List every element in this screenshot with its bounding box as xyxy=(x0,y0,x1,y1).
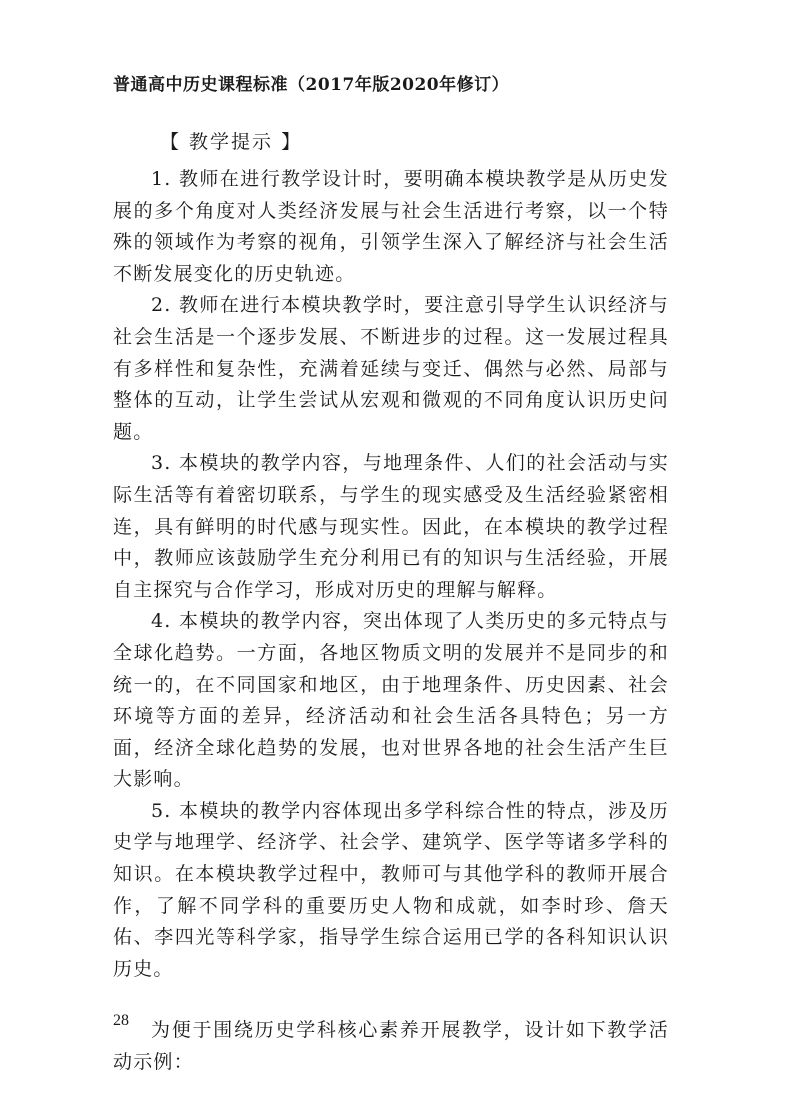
paragraph-3: 3. 本模块的教学内容，与地理条件、人们的社会活动与实际生活等有着密切联系，与学生的现实感受及生活经验紧密相连，具有鲜明的时代感与现实性。因此，在本模块的教学过程中，教师应该鼓励学生充分利用已有的知识与生活经验，开展自主探究与合作学习，形成对历史的理解与解释。 xyxy=(113,452,669,601)
section-heading: 【 教学提示 】 xyxy=(160,131,303,153)
closing-paragraph: 为便于围绕历史学科核心素养开展教学，设计如下教学活动示例： xyxy=(113,1019,669,1074)
paragraph-4: 4. 本模块的教学内容，突出体现了人类历史的多元特点与全球化趋势。一方面，各地区物质文明的发展并不是同步的和统一的，在不同国家和地区，由于地理条件、历史因素、社会环境等方面的差异，经济活动和社会生活各具特色；另一方面，经济全球化趋势的发展，也对世界各地的社会生活产生巨大影响。 xyxy=(113,610,669,791)
paragraph-2: 2. 教师在进行本模块教学时，要注意引导学生认识经济与社会生活是一个逐步发展、不断进步的过程。这一发展过程具有多样性和复杂性，充满着延续与变迁、偶然与必然、局部与整体的互动，让学生尝试从宏观和微观的不同角度认识历史问题。 xyxy=(113,294,669,443)
body-text xyxy=(113,164,669,1079)
running-header: 普通高中历史课程标准（2017年版2020年修订） xyxy=(113,75,510,95)
paragraph-5: 5. 本模块的教学内容体现出多学科综合性的特点，涉及历史学与地理学、经济学、社会学、建筑学、医学等诸多学科的知识。在本模块教学过程中，教师可与其他学科的教师开展合作，了解不同学科的重要历史人物和成就，如李时珍、詹天佑、李四光等科学家，指导学生综合运用已学的各科知识认识历史。 xyxy=(113,799,669,980)
page-number: 28 xyxy=(113,1012,129,1029)
paragraph-1: 1. 教师在进行教学设计时，要明确本模块教学是从历史发展的多个角度对人类经济发展与社会生活进行考察，以一个特殊的领域作为考察的视角，引领学生深入了解经济与社会生活不断发展变化的历史轨迹。 xyxy=(113,168,669,285)
